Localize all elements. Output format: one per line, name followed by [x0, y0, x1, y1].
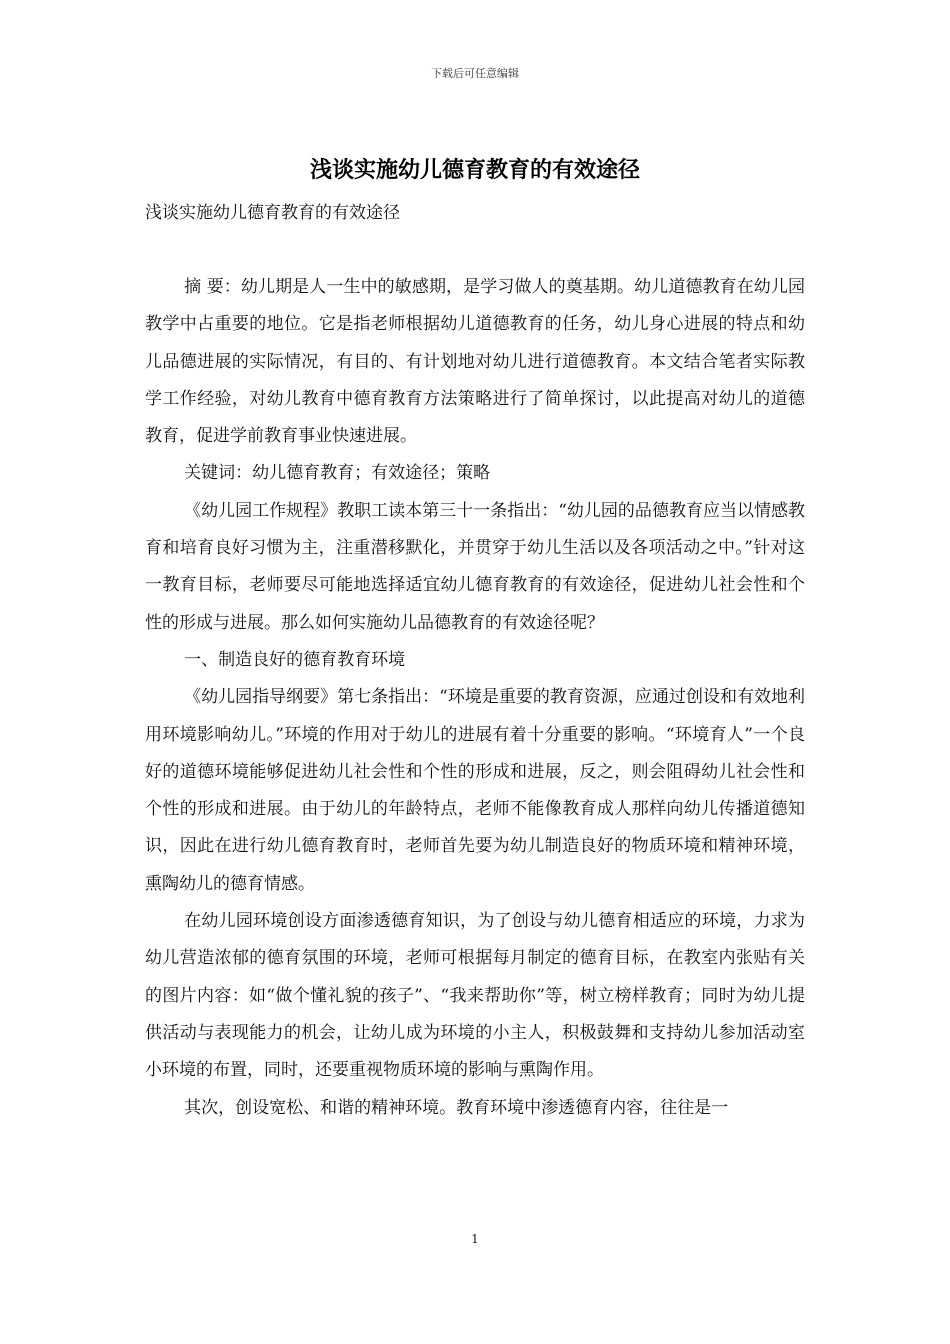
page-header-note: 下载后可任意编辑: [431, 67, 519, 80]
body-paragraph: 在幼儿园环境创设方面渗透德育知识，为了创设与幼儿德育相适应的环境，力求为幼儿营造浓郁的德育氛围的环境，老师可根据每月制定的德育目标，在教室内张贴有关的图片内容：如“做个懂礼貌的孩子”、“我来帮助你”等，树立榜样教育；同时为幼儿提供活动与表现能力的机会，让幼儿成为环境的小主人，积极鼓舞和支持幼儿参加活动室小环境的布置，同时，还要重视物质环境的影响与熏陶作用。: [145, 911, 805, 1081]
keywords-paragraph: 关键词：幼儿德育教育；有效途径；策略: [184, 463, 491, 484]
document-subtitle: 浅谈实施幼儿德育教育的有效途径: [145, 203, 400, 223]
document-body: [145, 269, 805, 1127]
page-number: 1: [471, 1232, 479, 1246]
section-heading: 一、制造良好的德育教育环境: [184, 649, 406, 670]
body-paragraph: 其次，创设宽松、和谐的精神环境。教育环境中渗透德育内容，往往是一: [184, 1097, 729, 1118]
abstract-paragraph: 摘 要：幼儿期是人一生中的敏感期，是学习做人的奠基期。幼儿道德教育在幼儿园教学中占重要的地位。它是指老师根据幼儿道德教育的任务，幼儿身心进展的特点和幼儿品德进展的实际情况，有目的、有计划地对幼儿进行道德教育。本文结合笔者实际教学工作经验，对幼儿教育中德育教育方法策略进行了简单探讨，以此提高对幼儿的道德教育，促进学前教育事业快速进展。: [145, 277, 805, 447]
body-paragraph: 《幼儿园指导纲要》第七条指出：“环境是重要的教育资源，应通过创设和有效地利用环境影响幼儿。”环境的作用对于幼儿的进展有着十分重要的影响。“环境育人”一个良好的道德环境能够促进幼儿社会性和个性的形成和进展，反之，则会阻碍幼儿社会性和个性的形成和进展。由于幼儿的年龄特点，老师不能像教育成人那样向幼儿传播道德知识，因此在进行幼儿德育教育时，老师首先要为幼儿制造良好的物质环境和精神环境，熏陶幼儿的德育情感。: [145, 687, 805, 894]
document-title: 浅谈实施幼儿德育教育的有效途径: [309, 157, 640, 183]
body-paragraph: 《幼儿园工作规程》教职工读本第三十一条指出：“幼儿园的品德教育应当以情感教育和培育良好习惯为主，注重潜移默化，并贯穿于幼儿生活以及各项活动之中。”针对这一教育目标，老师要尽可能地选择适宜幼儿德育教育的有效途径，促进幼儿社会性和个性的形成与进展。那么如何实施幼儿品德教育的有效途径呢？: [145, 500, 805, 633]
